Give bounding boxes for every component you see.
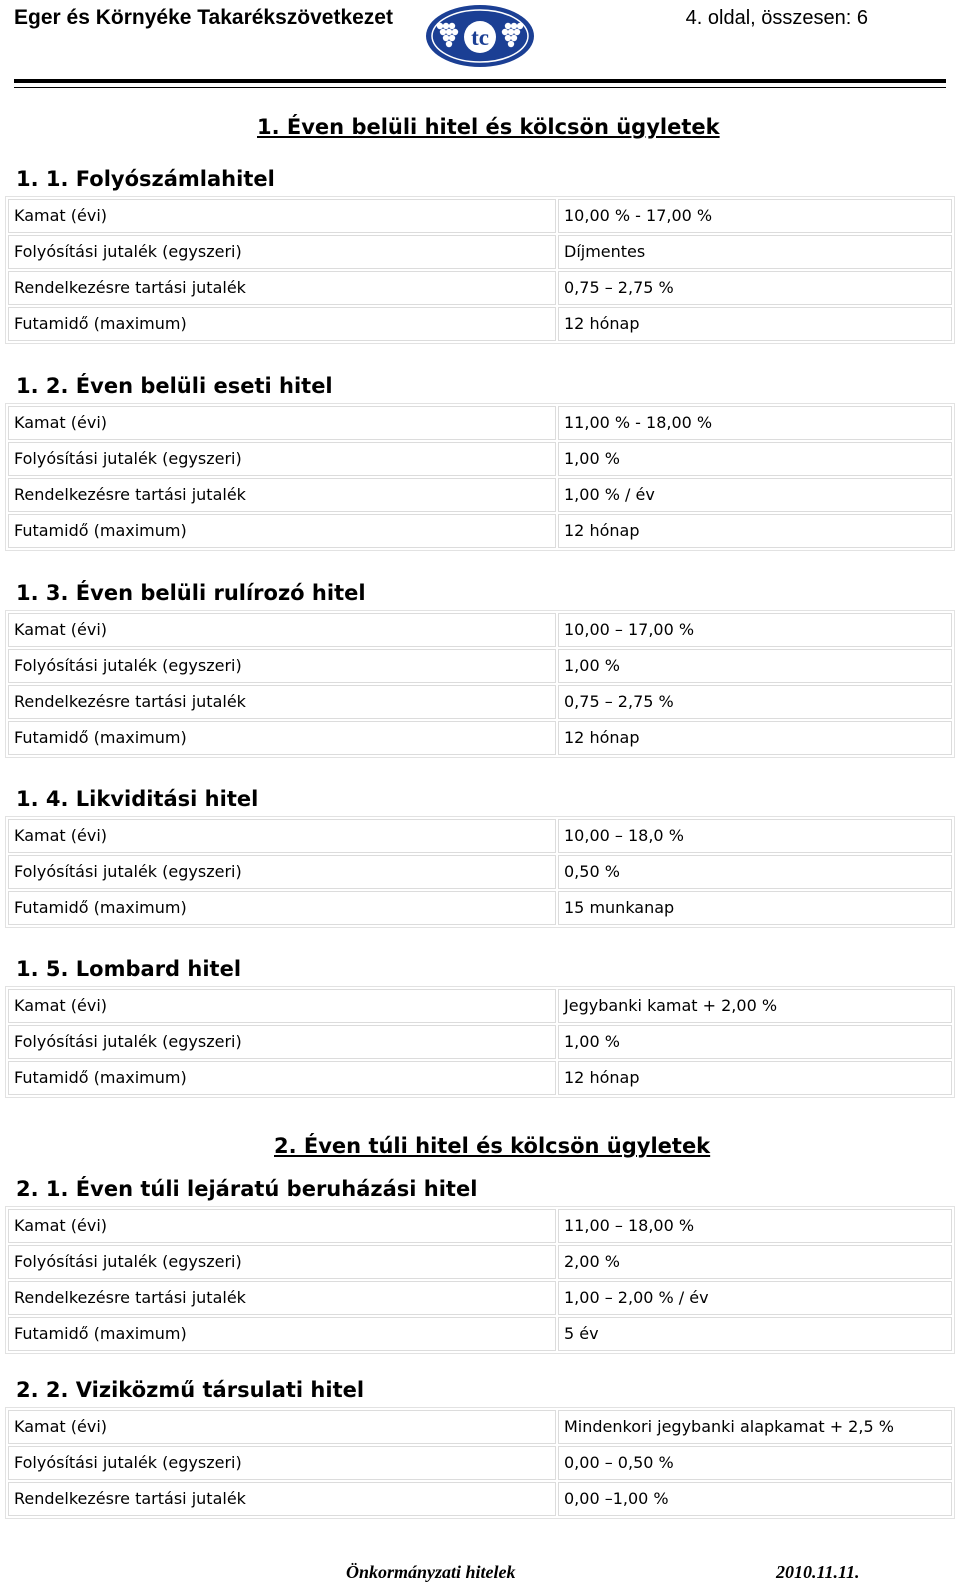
row-value: Díjmentes	[558, 235, 952, 269]
row-label: Folyósítási jutalék (egyszeri)	[8, 855, 556, 889]
row-label: Kamat (évi)	[8, 613, 556, 647]
row-label: Kamat (évi)	[8, 819, 556, 853]
row-label: Kamat (évi)	[8, 1209, 556, 1243]
section-title: 1. 5. Lombard hitel	[16, 957, 242, 981]
row-value: 10,00 – 17,00 %	[558, 613, 952, 647]
table-row	[7, 1316, 953, 1352]
table-row	[7, 1280, 953, 1316]
row-value: 2,00 %	[558, 1245, 952, 1279]
table-row	[7, 477, 953, 513]
rate-table	[5, 403, 955, 551]
row-value: 1,00 %	[558, 442, 952, 476]
row-value: 0,00 – 0,50 %	[558, 1446, 952, 1480]
rate-table	[5, 1407, 955, 1519]
section-revolving-loan	[0, 576, 960, 758]
table-row	[7, 1060, 953, 1096]
row-value: 0,75 – 2,75 %	[558, 685, 952, 719]
row-label: Kamat (évi)	[8, 1410, 556, 1444]
row-value: 1,00 %	[558, 649, 952, 683]
bank-logo-icon	[424, 2, 536, 68]
row-value: 5 év	[558, 1317, 952, 1351]
footer-date: 2010.11.11.	[776, 1562, 860, 1582]
row-label: Futamidő (maximum)	[8, 307, 556, 341]
header-divider-thick	[14, 79, 946, 83]
table-row	[7, 684, 953, 720]
row-value: Mindenkori jegybanki alapkamat + 2,5 %	[558, 1410, 952, 1444]
row-label: Folyósítási jutalék (egyszeri)	[8, 235, 556, 269]
table-row	[7, 1481, 953, 1517]
table-row	[7, 234, 953, 270]
table-row	[7, 1409, 953, 1445]
table-row	[7, 513, 953, 549]
table-row	[7, 405, 953, 441]
table-row	[7, 890, 953, 926]
row-value: 1,00 % / év	[558, 478, 952, 512]
table-row	[7, 1024, 953, 1060]
row-value: 15 munkanap	[558, 891, 952, 925]
section-lombard-loan	[0, 952, 960, 1098]
row-value: 12 hónap	[558, 307, 952, 341]
table-row	[7, 441, 953, 477]
row-value: 1,00 %	[558, 1025, 952, 1059]
table-row	[7, 988, 953, 1024]
section-liquidity-loan	[0, 782, 960, 928]
row-value: 12 hónap	[558, 721, 952, 755]
row-label: Folyósítási jutalék (egyszeri)	[8, 1025, 556, 1059]
page-number: 4. oldal, összesen: 6	[685, 7, 868, 29]
table-row	[7, 1244, 953, 1280]
page-header	[0, 0, 960, 100]
row-label: Futamidő (maximum)	[8, 514, 556, 548]
footer-document-title: Önkormányzati hitelek	[346, 1562, 516, 1582]
row-value: 0,00 –1,00 %	[558, 1482, 952, 1516]
row-label: Futamidő (maximum)	[8, 891, 556, 925]
table-row	[7, 270, 953, 306]
section-one-off-loan	[0, 369, 960, 551]
row-value: Jegybanki kamat + 2,00 %	[558, 989, 952, 1023]
section-title: 2. 1. Éven túli lejáratú beruházási hitel	[16, 1177, 478, 1201]
section-investment-loan	[0, 1172, 960, 1354]
row-value: 12 hónap	[558, 514, 952, 548]
row-label: Kamat (évi)	[8, 989, 556, 1023]
row-label: Rendelkezésre tartási jutalék	[8, 271, 556, 305]
organization-name: Eger és Környéke Takarékszövetkezet	[14, 6, 393, 29]
row-value: 11,00 % - 18,00 %	[558, 406, 952, 440]
rate-table	[5, 1206, 955, 1354]
main-heading-long-term: 2. Éven túli hitel és kölcsön ügyletek	[274, 1134, 711, 1158]
main-heading-short-term: 1. Éven belüli hitel és kölcsön ügyletek	[257, 115, 720, 139]
table-row	[7, 306, 953, 342]
row-label: Folyósítási jutalék (egyszeri)	[8, 649, 556, 683]
header-divider-thin	[14, 87, 946, 88]
row-label: Futamidő (maximum)	[8, 721, 556, 755]
logo-text: tc	[471, 25, 489, 50]
table-row	[7, 198, 953, 234]
row-label: Kamat (évi)	[8, 199, 556, 233]
rate-table	[5, 816, 955, 928]
section-title: 1. 4. Likviditási hitel	[16, 787, 259, 811]
row-label: Rendelkezésre tartási jutalék	[8, 1482, 556, 1516]
row-value: 11,00 – 18,00 %	[558, 1209, 952, 1243]
section-water-utility-loan	[0, 1373, 960, 1519]
row-value: 1,00 – 2,00 % / év	[558, 1281, 952, 1315]
row-value: 0,50 %	[558, 855, 952, 889]
row-label: Rendelkezésre tartási jutalék	[8, 478, 556, 512]
rate-table	[5, 986, 955, 1098]
table-row	[7, 720, 953, 756]
row-label: Folyósítási jutalék (egyszeri)	[8, 1446, 556, 1480]
table-row	[7, 1445, 953, 1481]
section-title: 1. 3. Éven belüli rulírozó hitel	[16, 581, 366, 605]
row-label: Folyósítási jutalék (egyszeri)	[8, 442, 556, 476]
section-title: 2. 2. Viziközmű társulati hitel	[16, 1378, 365, 1402]
rate-table	[5, 610, 955, 758]
row-value: 0,75 – 2,75 %	[558, 271, 952, 305]
row-label: Folyósítási jutalék (egyszeri)	[8, 1245, 556, 1279]
rate-table	[5, 196, 955, 344]
row-label: Futamidő (maximum)	[8, 1317, 556, 1351]
section-overdraft	[0, 162, 960, 344]
row-label: Rendelkezésre tartási jutalék	[8, 1281, 556, 1315]
table-row	[7, 854, 953, 890]
row-value: 10,00 % - 17,00 %	[558, 199, 952, 233]
row-label: Rendelkezésre tartási jutalék	[8, 685, 556, 719]
row-label: Kamat (évi)	[8, 406, 556, 440]
row-label: Futamidő (maximum)	[8, 1061, 556, 1095]
row-value: 12 hónap	[558, 1061, 952, 1095]
table-row	[7, 612, 953, 648]
section-title: 1. 2. Éven belüli eseti hitel	[16, 374, 333, 398]
table-row	[7, 818, 953, 854]
section-title: 1. 1. Folyószámlahitel	[16, 167, 275, 191]
row-value: 10,00 – 18,0 %	[558, 819, 952, 853]
table-row	[7, 648, 953, 684]
table-row	[7, 1208, 953, 1244]
